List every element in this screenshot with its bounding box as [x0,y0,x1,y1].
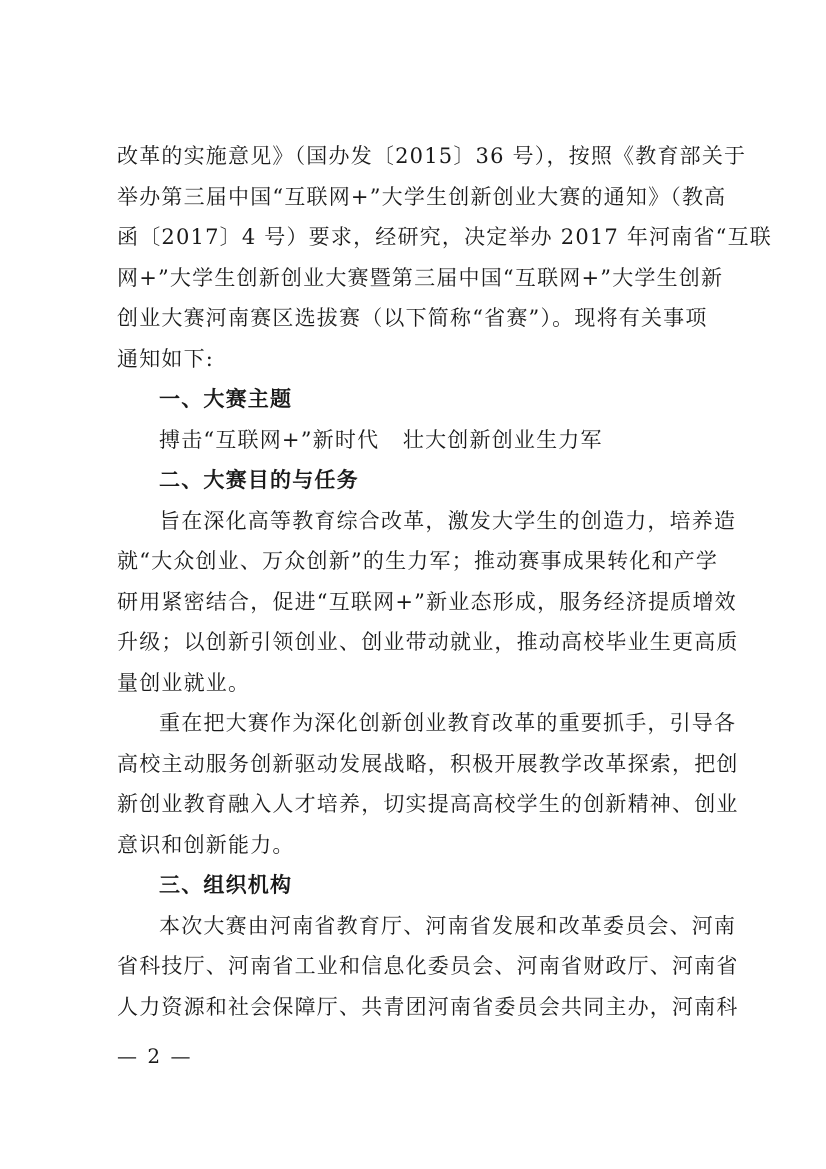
purpose-line: 就“大众创业、万众创新”的生力军；推动赛事成果转化和产学 [117,549,719,573]
purpose-line: 高校主动服务创新驱动发展战略，积极开展教学改革探索，把创 [117,751,739,776]
intro-line: 改革的实施意见》（国办发〔2015〕36 号），按照《教育部关于 [117,144,747,168]
purpose-line: 意识和创新能力。 [117,832,295,857]
organization-line: 人力资源和社会保障厅、共青团河南省委员会共同主办，河南科 [117,994,739,1019]
intro-line: 通知如下: [117,346,215,371]
organization-line: 本次大赛由河南省教育厅、河南省发展和改革委员会、河南 [159,913,737,938]
intro-line: 网+”大学生创新创业大赛暨第三届中国“互联网+”大学生创新 [117,265,724,290]
section-heading-organization: 三、组织机构 [159,873,293,897]
intro-line: 创业大赛河南赛区选拔赛（以下简称“省赛”）。现将有关事项 [117,306,708,330]
section-heading-purpose: 二、大赛目的与任务 [159,468,359,492]
intro-line: 举办第三届中国“互联网+”大学生创新创业大赛的通知》（教高 [117,184,727,209]
purpose-line: 重在把大赛作为深化创新创业教育改革的重要抓手，引导各 [159,711,737,735]
purpose-line: 升级；以创新引领创业、创业带动就业，推动高校毕业生更高质 [117,630,739,654]
purpose-line: 旨在深化高等教育综合改革，激发大学生的创造力，培养造 [159,508,737,533]
organization-line: 省科技厅、河南省工业和信息化委员会、河南省财政厅、河南省 [117,954,739,978]
section-theme-text: 搏击“互联网+”新时代 壮大创新创业生力军 [159,427,603,452]
purpose-line: 研用紧密结合，促进“互联网+”新业态形成，服务经济提质增效 [117,589,737,614]
section-heading-theme: 一、大赛主题 [159,387,293,411]
purpose-line: 量创业就业。 [117,670,251,695]
document-body [117,136,773,1027]
page-number: — 2 — [117,1044,193,1068]
intro-line: 函〔2017〕4 号）要求，经研究，决定举办 2017 年河南省“互联 [117,225,773,249]
purpose-line: 新创业教育融入人才培养，切实提高高校学生的创新精神、创业 [117,792,739,816]
